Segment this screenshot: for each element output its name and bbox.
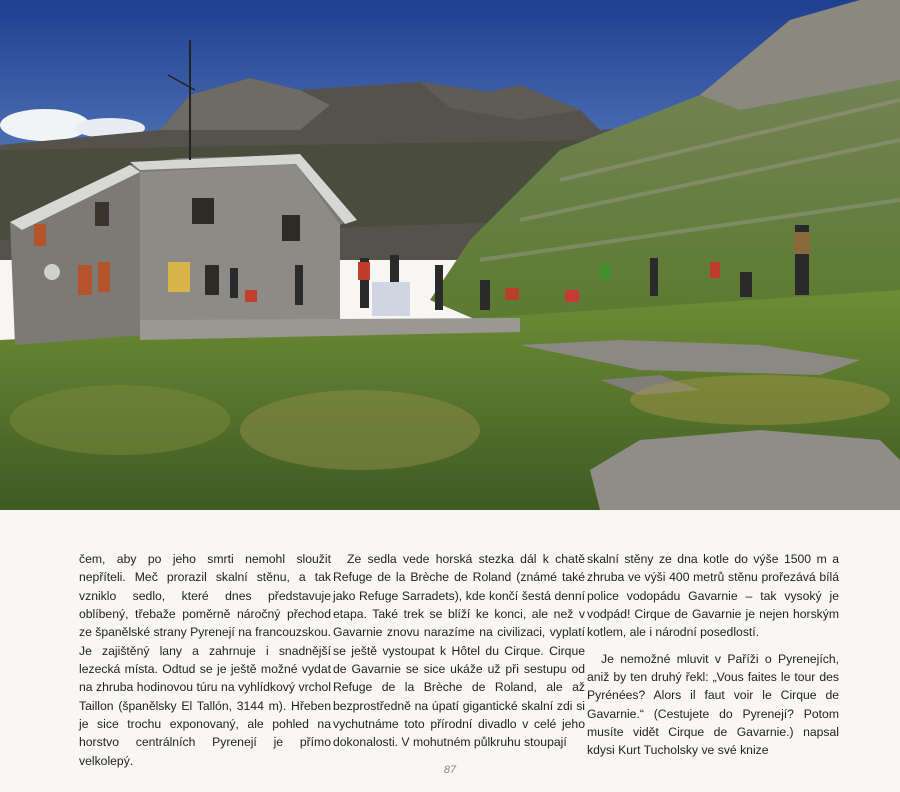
paragraph: Je nemožné mluvit v Paříži o Pyrenejích, aniž by ten druhý řekl: „Vous faites le tour des Pyrénées? Alors il faut voir le Cirque de Gavarnie.“ (Cestujete do Pyrenejí? Potom musíte vidět Cirque de Gavarnie.) napsal kdysi Kurt Tucholsky ve své knize: [587, 651, 839, 758]
text-column-3: [587, 550, 839, 760]
text-column-2: [333, 550, 585, 752]
paragraph: čem, aby po jeho smrti nemohl sloužit nepříteli. Meč prorazil skalní stěnu, a tak vzniklo sedlo, které dnes představuje oblíbený, třebaže poměrně náročný přechod ze španělské strany Pyrenejí na francouzskou. Je zajištěný lany a zahrnuje i snadnější lezecká místa. Odtud se je ještě možné vydat na zhruba hodinovou túru na vyhlídkový vrchol Taillon (španělsky El Tallón, 3144 m). Hřeben je sice trochu exponovaný, ale pohled na horstvo centrálních Pyrenejí je přímo velkolepý.: [79, 552, 332, 768]
page-number: 87: [443, 764, 457, 776]
paragraph: Ze sedla vede horská stezka dál k chatě Refuge de la Brèche de Roland (známé také jako Refuge Sarradets), kde končí šestá denní etapa. Také trek se blíží ke konci, ale než v Gavarnie znovu narazíme na civilizaci, vyplatí se ještě vystoupat k Hôtel du Cirque. Cirque de Gavarnie se sice ukáže už při sestupu od Refuge de la Brèche de Roland, ale až bezprostředně na úpatí gigantické skalní zdi si vychutnáme toto přírodní divadlo v celé jeho dokonalosti. V mohutném půlkruhu stoupají: [333, 552, 585, 750]
text-area: [0, 510, 900, 792]
paragraph: skalní stěny ze dna kotle do výše 1500 m a zhruba ve výši 400 metrů stěnu prořezává bílá police vodopádu Gavarnie – tak vysoký je vodpád! Cirque de Gavarnie je nejen horským kotlem, ale i národní posedlostí.: [587, 552, 839, 640]
text-column-1: [79, 550, 331, 770]
